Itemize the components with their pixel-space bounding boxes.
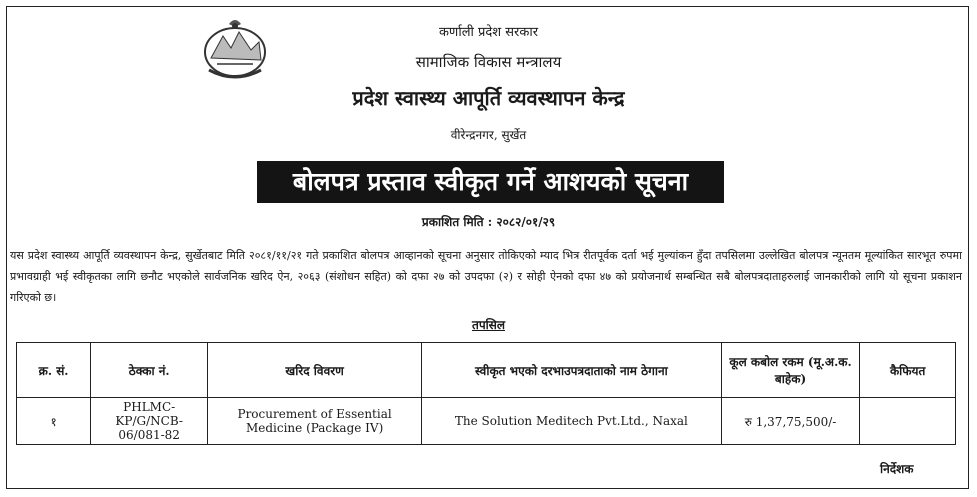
award-table <box>16 342 956 445</box>
notice-body-text: यस प्रदेश स्वास्थ्य आपूर्ति व्यवस्थापन केन्द्र, सुर्खेतबाट मिति २०८१/११/२१ गते प्रकाशित बोलपत्र आव्हानको सूचना अनुसार तोकिएको म्याद भित्र रीतपूर्वक दर्ता भई मुल्यांकन हुँदा तपसिलमा उल्लेखित बोलपत्र न्यूनतम मूल्यांकित सारभूत रुपमा प्रभावग्राही भई स्वीकृतका लागि छनौट भएकोले सार्वजनिक खरिद ऐन, २०६३ (संशोधन सहित) को दफा २७ को उपदफा (२) र सोही ऐनको दफा ४७ को प्रयोजनार्थ सम्बन्धित सबै बोलपत्रदाताहरुलाई जानकारीको लागि यो सूचना प्रकाशन गरिएको छ। <box>10 249 962 304</box>
col-header-remarks: कैफियत <box>860 343 956 398</box>
table-caption: तपसिल <box>471 318 505 332</box>
cell-amount: रु 1,37,75,500/- <box>721 398 860 445</box>
col-header-amount: कूल कबोल रकम (मू.अ.क. बाहेक) <box>721 343 860 398</box>
office-address: वीरेन्द्रनगर, सुर्खेत <box>450 128 527 142</box>
cell-contract-no: PHLMC-KP/G/NCB-06/081-82 <box>91 398 208 445</box>
cell-bidder: The Solution Meditech Pvt.Ltd., Naxal <box>422 398 722 445</box>
table-row <box>17 398 956 445</box>
ministry-name: सामाजिक विकास मन्त्रालय <box>415 53 562 71</box>
col-header-sn: क्र. सं. <box>17 343 91 398</box>
signer-title: निर्देशक <box>880 462 914 476</box>
cell-remarks <box>860 398 956 445</box>
col-header-bidder: स्वीकृत भएको दरभाउपत्रदाताको नाम ठेगाना <box>422 343 722 398</box>
col-header-description: खरिद विवरण <box>208 343 422 398</box>
col-header-contract-no: ठेक्का नं. <box>91 343 208 398</box>
government-name: कर्णाली प्रदेश सरकार <box>438 25 539 40</box>
cell-sn: १ <box>17 398 91 445</box>
cell-description: Procurement of Essential Medicine (Package IV) <box>208 398 422 445</box>
table-header-row <box>17 343 956 398</box>
notice-title-banner: बोलपत्र प्रस्ताव स्वीकृत गर्ने आशयको सूचना <box>257 161 724 203</box>
office-name: प्रदेश स्वास्थ्य आपूर्ति व्यवस्थापन केन्द्र <box>352 86 625 110</box>
published-date: प्रकाशित मिति : २०८२/०१/२९ <box>421 215 556 229</box>
